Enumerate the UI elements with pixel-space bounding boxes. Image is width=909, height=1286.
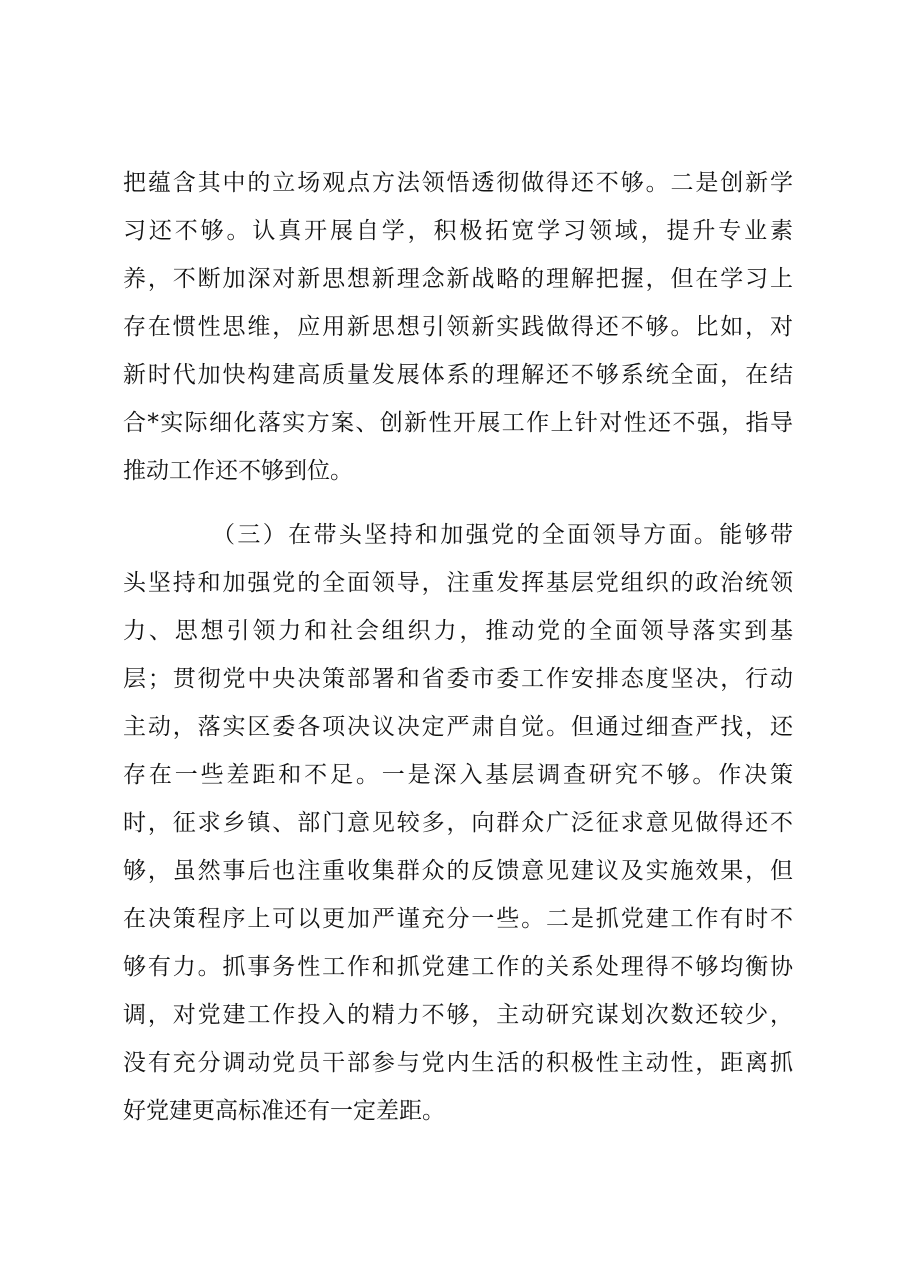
paragraph-line: 好党建更高标准还有一定差距。: [123, 1098, 445, 1124]
paragraph-line: 层；贯彻党中央决策部署和省委市委工作安排态度坚决，行动: [123, 666, 793, 692]
paragraph-line: 养，不断加深对新思想新理念新战略的理解把握，但在学习上: [123, 266, 793, 292]
section-heading-line: （三）在带头坚持和加强党的全面领导方面。能够带: [212, 522, 793, 548]
paragraph-line: 头坚持和加强党的全面领导，注重发挥基层党组织的政治统领: [123, 570, 793, 596]
paragraph-line: 够有力。抓事务性工作和抓党建工作的关系处理得不够均衡协: [123, 954, 793, 980]
paragraph-line: 习还不够。认真开展自学，积极拓宽学习领域，提升专业素: [123, 218, 793, 244]
paragraph-line: 合*实际细化落实方案、创新性开展工作上针对性还不强，指导: [123, 410, 793, 436]
paragraph-line: 够，虽然事后也注重收集群众的反馈意见建议及实施效果，但: [123, 858, 793, 884]
paragraph-line: 把蕴含其中的立场观点方法领悟透彻做得还不够。二是创新学: [123, 170, 793, 196]
paragraph-line: 存在惯性思维，应用新思想引领新实践做得还不够。比如，对: [123, 314, 793, 340]
paragraph-line: 主动，落实区委各项决议决定严肃自觉。但通过细查严找，还: [123, 714, 793, 740]
paragraph-line: 调，对党建工作投入的精力不够，主动研究谋划次数还较少，: [123, 1002, 793, 1028]
paragraph-line: 没有充分调动党员干部参与党内生活的积极性主动性，距离抓: [123, 1050, 793, 1076]
paragraph-line: 新时代加快构建高质量发展体系的理解还不够系统全面，在结: [123, 362, 793, 388]
paragraph-line: 推动工作还不够到位。: [123, 458, 353, 484]
paragraph-line: 存在一些差距和不足。一是深入基层调查研究不够。作决策: [123, 762, 793, 788]
paragraph-line: 力、思想引领力和社会组织力，推动党的全面领导落实到基: [123, 618, 793, 644]
paragraph-line: 在决策程序上可以更加严谨充分一些。二是抓党建工作有时不: [123, 906, 793, 932]
paragraph-line: 时，征求乡镇、部门意见较多，向群众广泛征求意见做得还不: [123, 810, 793, 836]
